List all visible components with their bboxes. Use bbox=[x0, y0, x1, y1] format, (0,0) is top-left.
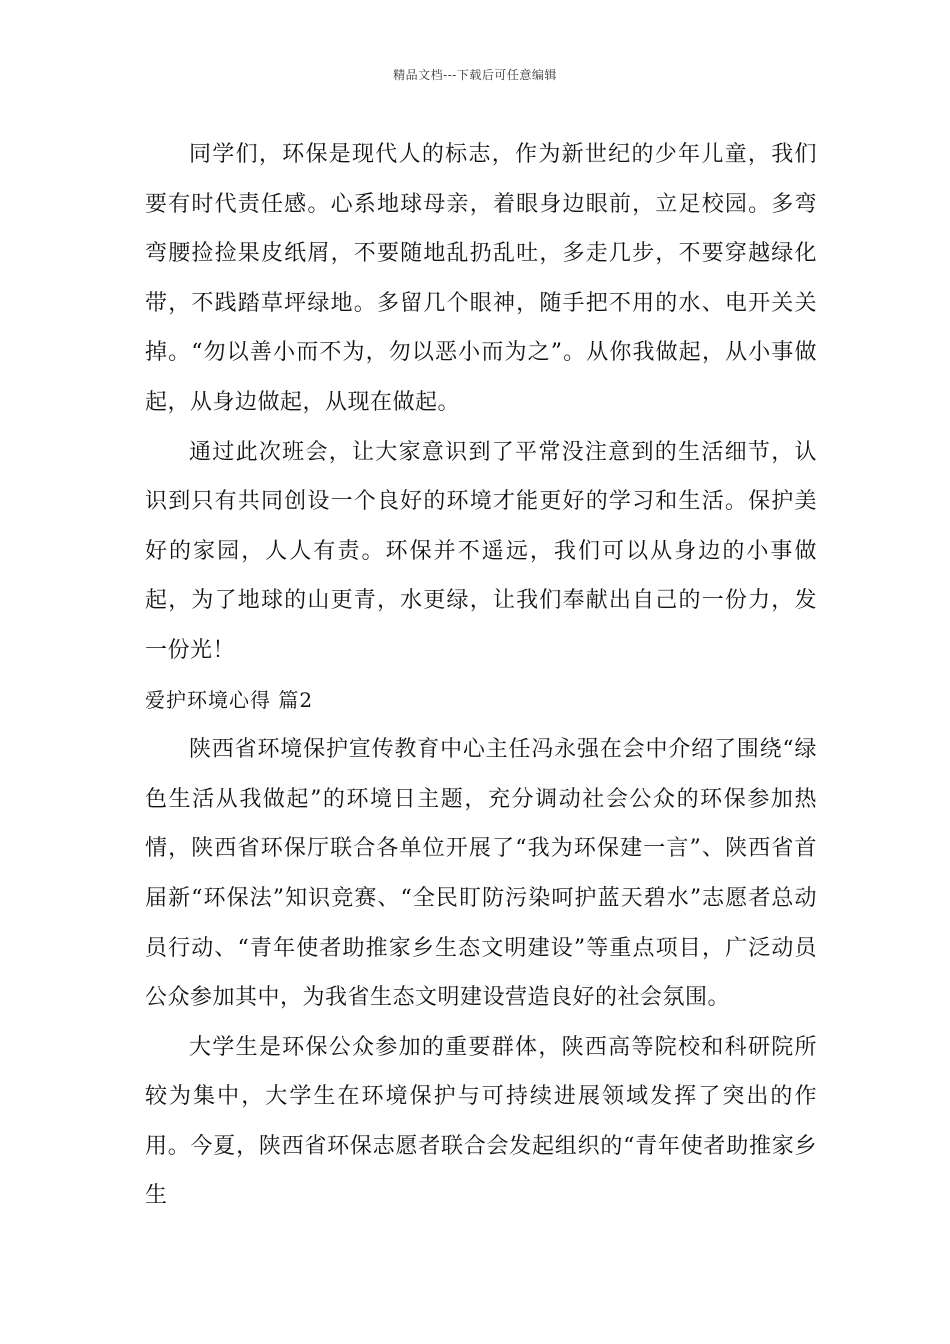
document-body bbox=[145, 130, 817, 1221]
page-header: 精品文档---下载后可任意编辑 bbox=[393, 68, 557, 82]
paragraph-2: 通过此次班会，让大家意识到了平常没注意到的生活细节，认识到只有共同创设一个良好的环境才能更好的学习和生活。保护美好的家园，人人有责。环保并不遥远，我们可以从身边的小事做起，为了地球的山更青，水更绿，让我们奉献出自己的一份力，发一份光！ bbox=[145, 439, 817, 663]
paragraph-4: 大学生是环保公众参加的重要群体，陕西高等院校和科研院所较为集中，大学生在环境保护与可持续进展领域发挥了突出的作用。今夏，陕西省环保志愿者联合会发起组织的“青年使者助推家乡生 bbox=[145, 1034, 817, 1209]
paragraph-3: 陕西省环境保护宣传教育中心主任冯永强在会中介绍了围绕“绿色生活从我做起”的环境日主题，充分调动社会公众的环保参加热情，陕西省环保厅联合各单位开展了“我为环保建一言”、陕西省首届新“环保法”知识竞赛、“全民盯防污染呵护蓝天碧水”志愿者总动员行动、“青年使者助推家乡生态文明建设”等重点项目，广泛动员公众参加其中，为我省生态文明建设营造良好的社会氛围。 bbox=[145, 737, 817, 1011]
section-title: 爱护环境心得 篇2 bbox=[145, 687, 314, 712]
paragraph-1: 同学们，环保是现代人的标志，作为新世纪的少年儿童，我们要有时代责任感。心系地球母亲，着眼身边眼前，立足校园。多弯弯腰捡捡果皮纸屑，不要随地乱扔乱吐，多走几步，不要穿越绿化带，不践踏草坪绿地。多留几个眼神，随手把不用的水、电开关关掉。“勿以善小而不为，勿以恶小而为之”。从你我做起，从小事做起，从身边做起，从现在做起。 bbox=[145, 142, 817, 415]
